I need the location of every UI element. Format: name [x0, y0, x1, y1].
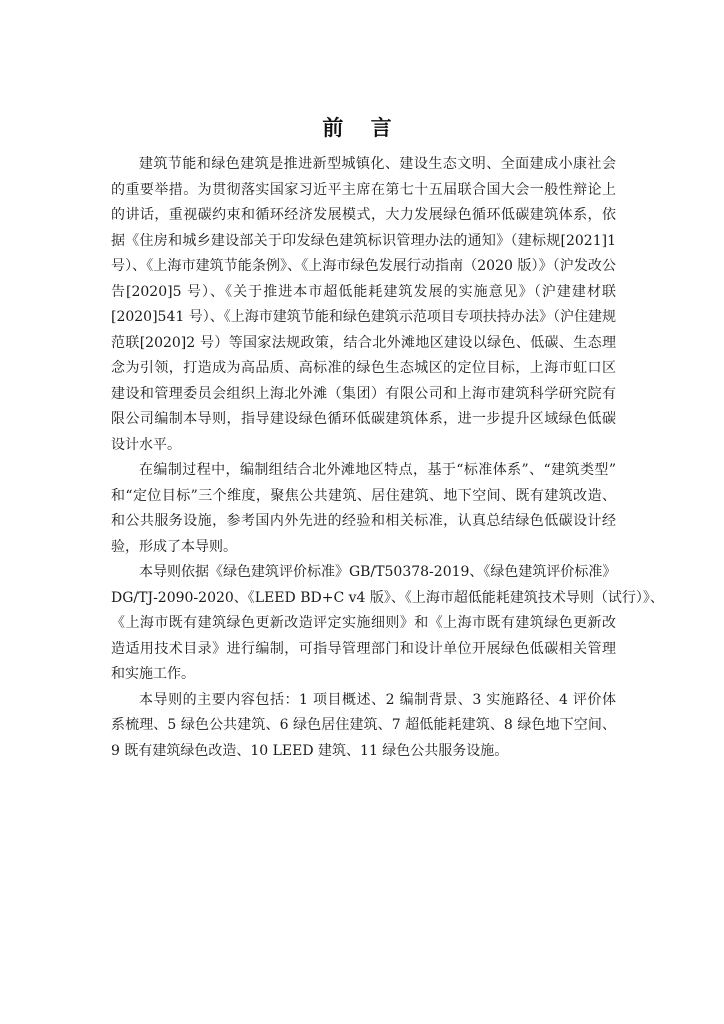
- text-line: 在编制过程中，编制组结合北外滩地区特点，基于“标准体系”、“建筑类型”: [139, 462, 616, 478]
- text-line: 建设和管理委员会组织上海北外滩（集团）有限公司和上海市建筑科学研究院有: [111, 385, 616, 402]
- text-line: 范联[2020]2 号）等国家法规政策，结合北外滩地区建设以绿色、低碳、生态理: [111, 334, 616, 351]
- page-title: 前 言: [322, 116, 402, 140]
- text-line: DG/TJ-2090-2020、《LEED BD+C v4 版》、《上海市超低能耗建筑技术导则（试行）》、: [111, 589, 664, 606]
- text-line: 念为引领，打造成为高品质、高标准的绿色生态城区的定位目标，上海市虹口区: [111, 360, 616, 376]
- paragraph-3: [111, 560, 664, 688]
- paragraph-4: [111, 688, 616, 765]
- text-line: 号）、《上海市建筑节能条例》、《上海市绿色发展行动指南（2020 版）》（沪发改公: [111, 258, 616, 274]
- text-line: 告[2020]5 号）、《关于推进本市超低能耗建筑发展的实施意见》（沪建建材联: [111, 283, 616, 300]
- text-line: 建筑节能和绿色建筑是推进新型城镇化、建设生态文明、全面建成小康社会: [139, 156, 616, 172]
- text-line: 限公司编制本导则，指导建设绿色循环低碳建筑体系，进一步提升区域绿色低碳: [111, 411, 616, 427]
- text-line: 和公共服务设施，参考国内外先进的经验和相关标准，认真总结绿色低碳设计经: [111, 513, 616, 529]
- text-line: 系梳理、5 绿色公共建筑、6 绿色居住建筑、7 超低能耗建筑、8 绿色地下空间、: [111, 717, 616, 733]
- text-line: 设计水平。: [111, 436, 181, 453]
- text-line: 验，形成了本导则。: [111, 538, 237, 555]
- text-line: 《上海市既有建筑绿色更新改造评定实施细则》和《上海市既有建筑绿色更新改: [111, 615, 616, 631]
- paragraph-2: [111, 458, 616, 560]
- text-line: 和实施工作。: [111, 666, 195, 682]
- text-line: 的讲话，重视碳约束和循环经济发展模式，大力发展绿色循环低碳建筑体系，依: [111, 207, 616, 223]
- paragraph-1: [111, 152, 616, 458]
- text-line: [2020]541 号）、《上海市建筑节能和绿色建筑示范项目专项扶持办法》（沪住建规: [111, 309, 616, 325]
- text-line: 的重要举措。为贯彻落实国家习近平主席在第七十五届联合国大会一般性辩论上: [111, 181, 616, 198]
- body-text: [111, 152, 664, 764]
- text-line: 本导则的主要内容包括：1 项目概述、2 编制背景、3 实施路径、4 评价体: [139, 691, 616, 708]
- text-line: 和“定位目标”三个维度，聚焦公共建筑、居住建筑、地下空间、既有建筑改造、: [111, 487, 616, 504]
- text-line: 造适用技术目录》进行编制，可指导管理部门和设计单位开展绿色低碳相关管理: [111, 640, 616, 657]
- text-line: 9 既有建筑绿色改造、10 LEED 建筑、11 绿色公共服务设施。: [111, 742, 509, 759]
- text-line: 据《住房和城乡建设部关于印发绿色建筑标识管理办法的通知》（建标规[2021]1: [111, 232, 616, 249]
- text-line: 本导则依据《绿色建筑评价标准》GB/T50378-2019、《绿色建筑评价标准》: [139, 564, 617, 580]
